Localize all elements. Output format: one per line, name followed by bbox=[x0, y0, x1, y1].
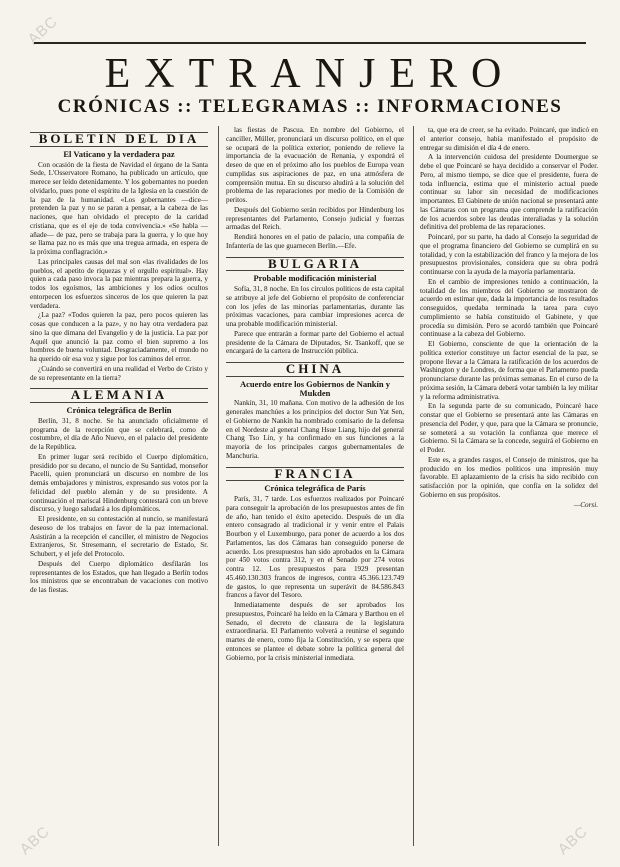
paragraph: las fiestas de Pascua. En nombre del Gobierno, el canciller, Müller, pronunciará un discurso político, en el que se ocupará de la política exterior, poniendo de relieve la importancia de la evacuación de Renania, y expondrá el deseo de que en el próximo año los pueblos de Europa vean cumplidas sus aspiraciones de paz, en una atmósfera de comprensión mutua. En su discurso aludirá a la solución del problema de las reparaciones por medio de la Comisión de peritos. bbox=[226, 126, 404, 204]
boletin-subheading: El Vaticano y la verdadera paz bbox=[63, 148, 175, 159]
correspondent-signature: —Corsi. bbox=[573, 500, 598, 509]
bulgaria-heading: BULGARIA bbox=[226, 257, 404, 272]
section-subtitle: CRÓNICAS :: TELEGRAMAS :: INFORMACIONES bbox=[57, 96, 563, 117]
column-divider bbox=[218, 126, 219, 846]
paragraph: Con ocasión de la fiesta de Navidad el órgano de la Santa Sede, L'Osservatore Romano, ha publicado un artículo, que merece ser leído detenidamente. Y los gobernantes no pueden olvidarlo, pues pone el espíritu de la Iglesia en la cuestión de la paz de la humanidad. «Los gobernantes —dice— pretenden la paz y no se paran a pensar, a la cabeza de las naciones, que han olvidado el precepto de la caridad cristiana, que es el eje de toda convivencia.» «Se habla —añade— de paz, pero se trabaja para la guerra, y lo que hoy se llama paz no es más que una tregua armada, en espera de la próxima conflagración.» bbox=[30, 160, 208, 256]
watermark-top-left: ABC bbox=[24, 12, 62, 49]
paragraph: Rendirá honores en el patio de palacio, una compañía de Infantería de las que guarnecen Berlín.—Efe. bbox=[226, 233, 404, 250]
francia-subheading: Crónica telegráfica de París bbox=[264, 483, 366, 494]
column-3 bbox=[420, 126, 598, 509]
paragraph: ta, que era de creer, se ha evitado. Poincaré, que indicó en el anterior consejo, había manifestado el propósito de entregar su dimisión el día 4 de enero. bbox=[420, 126, 598, 152]
paragraph: ¿La paz? «Todos quieren la paz, pero pocos quieren las cosas que conducen a la paz», y no hay otra verdadera paz sino la que dimana del Evangelio y de la justicia. La paz por Aquél que anunció la paz como el bien supremo a los hombres de buena voluntad. Desgraciadamente, el mundo no ha querido oír esa voz y sigue por los caminos del error. bbox=[30, 311, 208, 363]
china-heading: CHINA bbox=[226, 362, 404, 377]
watermark-bottom-left: ABC bbox=[16, 822, 54, 859]
paragraph: En el cambio de impresiones tenido a continuación, la totalidad de los miembros del Gobierno se mostraron de acuerdo en estimar que, dada la importancia de los resultados conseguidos, quedaba terminada la tarea para cuyo cumplimiento se había constituido el Gabinete, y que procedía su dimisión. Pero se acordó también que Poincaré continuase a la cabeza del Gobierno. bbox=[420, 277, 598, 339]
paragraph: Este es, a grandes rasgos, el Consejo de ministros, que ha producido en los medios políticos una impresión muy favorable. El aplazamiento de la crisis ha sido recibido con satisfacción por la opinión, que confía en la solidez del Gobierno en sus propósitos. bbox=[420, 455, 598, 499]
paragraph: Nankín, 31, 10 mañana. Con motivo de la adhesión de los generales manchúes a los principios del doctor Sun Yat Sen, el Gobierno de Nankín ha nombrado comisario de la defensa en el Nordeste al general Chang Hsue Liang, hijo del general Chang Tso Lin, y ha confirmado en sus funciones a la mayoría de los principales cargos gubernamentales de Manchuria. bbox=[226, 399, 404, 460]
paragraph: Poincaré, por su parte, ha dado al Consejo la seguridad de que el programa financiero del Gobierno se cumplirá en su totalidad, y con la estabilización del franco y la mejora de los presupuestos provisionales, considera que su obra podrá continuarse con la ayuda de la mayoría parlamentaria. bbox=[420, 233, 598, 276]
paragraph: ¿Cuándo se convertirá en una realidad el Verbo de Cristo y de su representante en la tierra? bbox=[30, 364, 208, 382]
paragraph: El Gobierno, consciente de que la orientación de la política exterior constituye un factor esencial de la paz, se propone llevar a la Cámara la ratificación de los acuerdos de Washington y de Londres, de forma que el Parlamento pueda pronunciarse durante las próximas semanas. En el curso de la próxima sesión, la Cámara deberá votar también la ley militar y la reforma administrativa. bbox=[420, 340, 598, 401]
paragraph: París, 31, 7 tarde. Los esfuerzos realizados por Poincaré para conseguir la aprobación de los presupuestos antes de fin de año, han tenido el éxito apetecido. Después de un día entero consagrado al tradicional ir y venir entre el Palais Bourbon y el Luxemburgo, para poner de acuerdo a los dos Parlamentos, las dos Cámaras han conseguido ponerse de acuerdo. Los presupuestos han sido aprobados en la Cámara por 450 votos contra 312, y en el Senado por 274 votos contra 12. Los presupuestos para 1929 presentan 45.460.130.303 francos de ingresos, contra 45.366.123.749 de gastos, lo que representa un superávit de 84.586.843 francos a favor del Tesoro. bbox=[226, 495, 404, 600]
paragraph: Después del Gobierno serán recibidos por Hindenburg los representantes del Parlamento, Consejo judicial y fuerzas armadas del Reich. bbox=[226, 205, 404, 232]
paragraph: Inmediatamente después de ser aprobados los presupuestos, Poincaré ha leído en la Cámara y Barthou en el Senado, el decreto de clausura de la legislatura extraordinaria. El Parlamento volverá a reunirse el segundo martes de enero, como fija la Constitución, y se espera que entonces se plantee el debate sobre la política general del Gobierno, por la crisis ministerial inmediata. bbox=[226, 601, 404, 662]
column-1 bbox=[30, 126, 208, 596]
paragraph: Parece que entrarán a formar parte del Gobierno el actual presidente de la Cámara de Diputados, Sr. Tsankoff, que se encargará de la cartera de Instrucción pública. bbox=[226, 329, 404, 356]
paragraph: Las principales causas del mal son «las rivalidades de los pueblos, el apetito de riquezas y el orgullo espiritual». Hay quien a cada paso invoca la paz mientras prepara la guerra, y todos los egoísmos, las ambiciones y los odios ocultos entorpecen los esfuerzos sinceros de los que quieren la paz verdadera. bbox=[30, 257, 208, 310]
section-masthead: EXTRANJERO bbox=[104, 51, 516, 97]
paragraph: Berlín, 31, 8 noche. Se ha anunciado oficialmente el programa de la recepción que se celebrará, como de costumbre, el día de Año Nuevo, en el palacio del presidente de la República. bbox=[30, 416, 208, 451]
column-2 bbox=[226, 126, 404, 663]
bulgaria-subheading: Probable modificación ministerial bbox=[253, 273, 377, 284]
paragraph: En la segunda parte de su comunicado, Poincaré hace constar que el Gobierno se presentará ante las Cámaras en presencia del Poder, y que, para que la Cámara se pronuncie, se someterá a su votación la confianza que merece el Gobierno. Si la Cámara se la concede, seguirá el Gobierno en el Poder. bbox=[420, 402, 598, 454]
paragraph: Sofía, 31, 8 noche. En los círculos políticos de esta capital se atribuye al jefe del Gobierno el propósito de conferenciar con los jefes de las minorías parlamentarias, durante las próximas vacaciones, para cambiar impresiones acerca de una probable modificación ministerial. bbox=[226, 285, 404, 328]
column-divider bbox=[413, 126, 414, 846]
alemania-subheading: Crónica telegráfica de Berlín bbox=[66, 405, 172, 415]
francia-heading: FRANCIA bbox=[226, 467, 404, 482]
china-subheading: Acuerdo entre los Gobiernos de Nankín y Mukden bbox=[239, 378, 391, 398]
boletin-heading: BOLETIN DEL DIA bbox=[30, 132, 208, 147]
top-rule bbox=[34, 42, 586, 44]
paragraph: En primer lugar será recibido el Cuerpo diplomático, presidido por su decano, el nuncio de Su Santidad, monseñor Pacelli, quien pronunciará un discurso en nombre de los demás embajadores y ministros, expresando sus votos por la felicidad del pueblo alemán y de su presidente. A continuación el mariscal Hindenburg contestará con un breve discurso, y luego saludará a los diplomáticos. bbox=[30, 452, 208, 514]
alemania-heading: ALEMANIA bbox=[30, 388, 208, 403]
paragraph: Después del Cuerpo diplomático desfilarán los representantes de los Estados, que han llegado a Berlín todos los ministros que se encontraban de vacaciones con motivo de las fiestas. bbox=[30, 559, 208, 594]
watermark-bottom-right: ABC bbox=[554, 822, 592, 859]
paragraph: El presidente, en su contestación al nuncio, se manifestará deseoso de los trabajos en favor de la paz internacional. Asistirán a la recepción el canciller, el ministro de Negocios Extranjeros, Sr. Stresemann, el secretario de Estado, Sr. Schubert, y el jefe del Protocolo. bbox=[30, 515, 208, 558]
paragraph: A la intervención cuidosa del presidente Doumergue se debe el que Poincaré se haya decidido a conservar el Poder. Pero, al mismo tiempo, se dice que el presidente, fuera de toda influencia, estima que el ministerio actual puede continuar su labor sin necesidad de modificaciones importantes. El Gabinete de unión nacional se presentará ante las Cámaras con un programa que comprende la ratificación de los acuerdos sobre las deudas interaliadas y la solución definitiva del problema de las reparaciones. bbox=[420, 153, 598, 232]
